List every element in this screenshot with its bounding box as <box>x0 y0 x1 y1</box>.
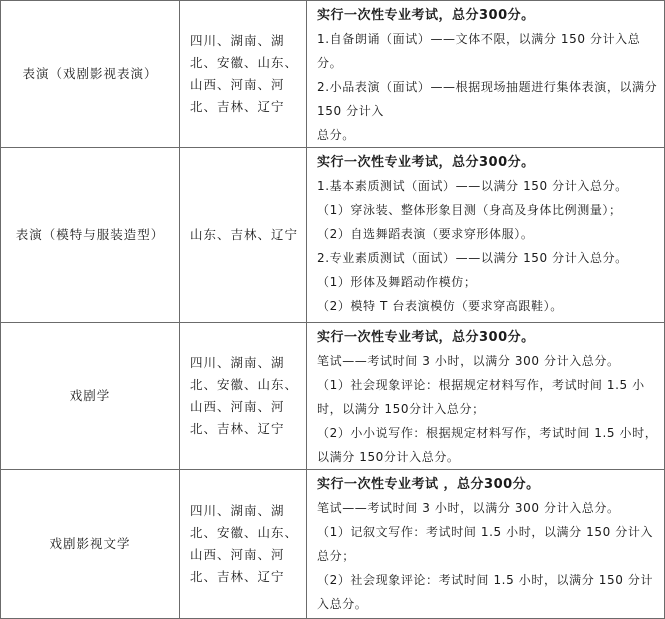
exam-line: （1）形体及舞蹈动作模仿； <box>317 275 477 289</box>
provinces-cell: 四川、湖南、湖北、安徽、山东、山西、河南、河北、吉林、辽宁 <box>180 470 307 619</box>
exam-line: 笔试——考试时间 3 小时，以满分 300 分计入总分。 <box>317 501 620 515</box>
exam-line: （1）社会现象评论：根据规定材料写作，考试时间 1.5 小时，以满分 150分计入总分； <box>317 378 645 416</box>
exam-line: 2.小品表演（面试）——根据现场抽题进行集体表演，以满分 150 分计入 <box>317 80 658 118</box>
table-row <box>1 470 665 619</box>
exam-line: 1.基本素质测试（面试）——以满分 150 分计入总分。 <box>317 179 628 193</box>
provinces-cell: 山东、吉林、辽宁 <box>180 148 307 323</box>
exam-line: （2）自选舞蹈表演（要求穿形体服）。 <box>317 227 534 241</box>
exam-line: （1）记叙文写作：考试时间 1.5 小时，以满分 150 分计入总分； <box>317 525 654 563</box>
major-cell: 戏剧影视文学 <box>1 470 180 619</box>
exam-cell <box>307 148 665 323</box>
major-cell: 表演（模特与服装造型） <box>1 148 180 323</box>
exam-line: （1）穿泳装、整体形象目测（身高及身体比例测量）； <box>317 203 622 217</box>
provinces-cell: 四川、湖南、湖北、安徽、山东、山西、河南、河北、吉林、辽宁 <box>180 323 307 470</box>
table-row <box>1 1 665 148</box>
exam-line: 笔试——考试时间 3 小时，以满分 300 分计入总分。 <box>317 354 620 368</box>
exam-cell <box>307 1 665 148</box>
exam-cell <box>307 470 665 619</box>
exam-line: （2）小小说写作：根据规定材料写作，考试时间 1.5 小时，以满分 150分计入总分。 <box>317 426 658 464</box>
exam-line: 1.自备朗诵（面试）——文体不限，以满分 150 分计入总分。 <box>317 32 641 70</box>
exam-line: 2.专业素质测试（面试）——以满分 150 分计入总分。 <box>317 251 628 265</box>
exam-line: （2）模特 T 台表演模仿（要求穿高跟鞋）。 <box>317 299 563 313</box>
major-cell: 戏剧学 <box>1 323 180 470</box>
table-row <box>1 148 665 323</box>
exam-title: 实行一次性专业考试，总分300分。 <box>317 155 535 170</box>
exam-line: 总分。 <box>317 128 355 142</box>
exam-line: （2）社会现象评论：考试时间 1.5 小时，以满分 150 分计入总分。 <box>317 573 654 611</box>
table-row <box>1 323 665 470</box>
exam-title: 实行一次性专业考试，总分300分。 <box>317 330 535 345</box>
major-cell: 表演（戏剧影视表演） <box>1 1 180 148</box>
exam-title: 实行一次性专业考试 ，总分300分。 <box>317 477 540 492</box>
exam-title: 实行一次性专业考试，总分300分。 <box>317 8 535 23</box>
provinces-cell: 四川、湖南、湖北、安徽、山东、山西、河南、河北、吉林、辽宁 <box>180 1 307 148</box>
exam-cell <box>307 323 665 470</box>
